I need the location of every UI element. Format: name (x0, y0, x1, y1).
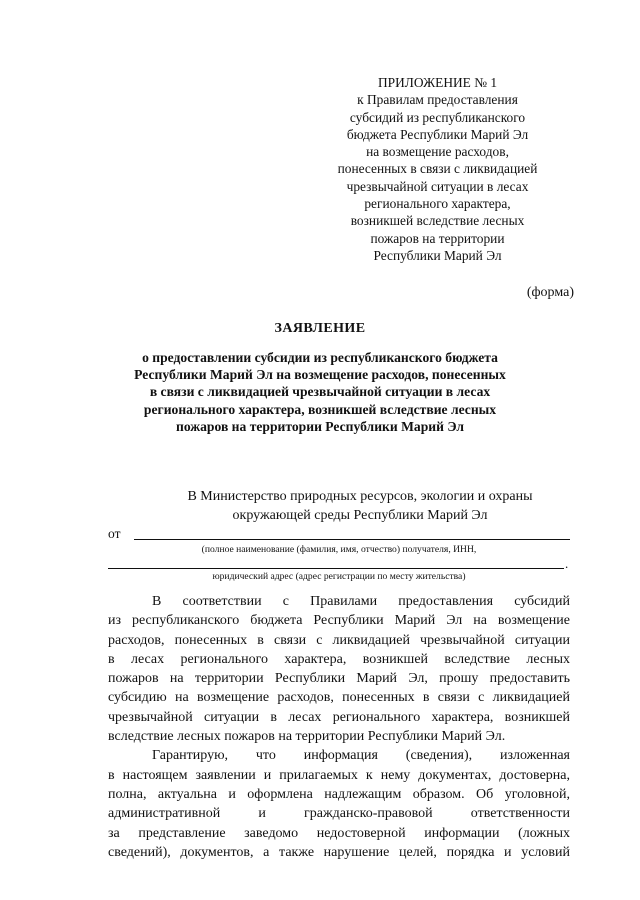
body-text (108, 592, 570, 862)
paragraph-line: В соответствии с Правилами предоставления субсидий (152, 594, 570, 609)
paragraph-line: расходов, понесенных в связи с ликвидацией чрезвычайной ситуации (108, 632, 570, 648)
paragraph-line: чрезвычайной ситуации в лесах регионального характера, возникшей (108, 709, 570, 725)
paragraph-line: субсидию на возмещение расходов, понесенных в связи с ликвидацией (108, 690, 570, 706)
paragraph-line: административной и гражданско-правовой ответственности (108, 806, 570, 822)
document-subtitle (100, 349, 540, 435)
appendix-line: регионального характера, (364, 196, 511, 212)
appendix-line: возникшей вследствие лесных (350, 213, 525, 229)
document-title: ЗАЯВЛЕНИЕ (274, 321, 366, 336)
addressee-line: окружающей среды Республики Марий Эл (232, 508, 488, 523)
paragraph-line: в настоящем заявлении и прилагаемых к нему документах, достоверна, (108, 767, 570, 783)
from-field[interactable] (108, 526, 570, 540)
from-label: от (108, 526, 121, 541)
paragraph-line: сведений), документов, а также нарушение целей, порядка и условий (108, 844, 570, 860)
subtitle-line: о предоставлении субсидии из республиканского бюджета (142, 350, 498, 365)
appendix-line: субсидий из республиканского (349, 109, 526, 125)
addressee-line: В Министерство природных ресурсов, экологии и охраны (187, 489, 533, 504)
paragraph-line: полна, актуальна и оформлена надлежащим образом. Об уголовной, (108, 786, 570, 802)
appendix-line: чрезвычайной ситуации в лесах (346, 178, 529, 194)
appendix-line: бюджета Республики Марий Эл (346, 126, 529, 142)
paragraph-line: за представление заведомо недостоверной информации (ложных (108, 825, 570, 841)
paragraph-line: пожаров на территории Республики Марий Эл, прошу предоставить (108, 671, 570, 687)
subtitle-line: пожаров на территории Республики Марий Эл (175, 418, 465, 434)
paragraph-line: вследствие лесных пожаров на территории Республики Марий Эл. (108, 729, 506, 745)
applicant-name-line[interactable] (134, 539, 570, 540)
paragraph-line: в лесах регионального характера, возникшей вследствие лесных (108, 651, 570, 667)
subtitle-line: Республики Марий Эл на возмещение расходов, понесенных (134, 367, 506, 383)
form-label: (форма) (526, 285, 574, 300)
appendix-line: Республики Марий Эл (373, 247, 502, 263)
line-end-period: . (565, 556, 569, 571)
applicant-name-caption: (полное наименование (фамилия, имя, отчество) получателя, ИНН, (201, 544, 477, 555)
appendix-line: понесенных в связи с ликвидацией (337, 161, 538, 177)
applicant-address-line[interactable] (108, 568, 564, 569)
appendix-line: на возмещение расходов, (366, 144, 509, 160)
appendix-line: к Правилам предоставления (357, 92, 518, 108)
applicant-address-caption: юридический адрес (адрес регистрации по месту жительства) (212, 571, 466, 582)
appendix-line: ПРИЛОЖЕНИЕ № 1 (377, 75, 498, 90)
appendix-line: пожаров на территории (370, 230, 505, 246)
addressee-block (140, 487, 580, 525)
subtitle-line: в связи с ликвидацией чрезвычайной ситуации в лесах (149, 384, 491, 400)
paragraph-line: Гарантирую, что информация (сведения), изложенная (152, 748, 570, 764)
subtitle-line: регионального характера, возникшей вследствие лесных (143, 401, 497, 417)
appendix-header (330, 74, 545, 264)
paragraph-line: из республиканского бюджета Республики Марий Эл на возмещение (108, 613, 570, 629)
